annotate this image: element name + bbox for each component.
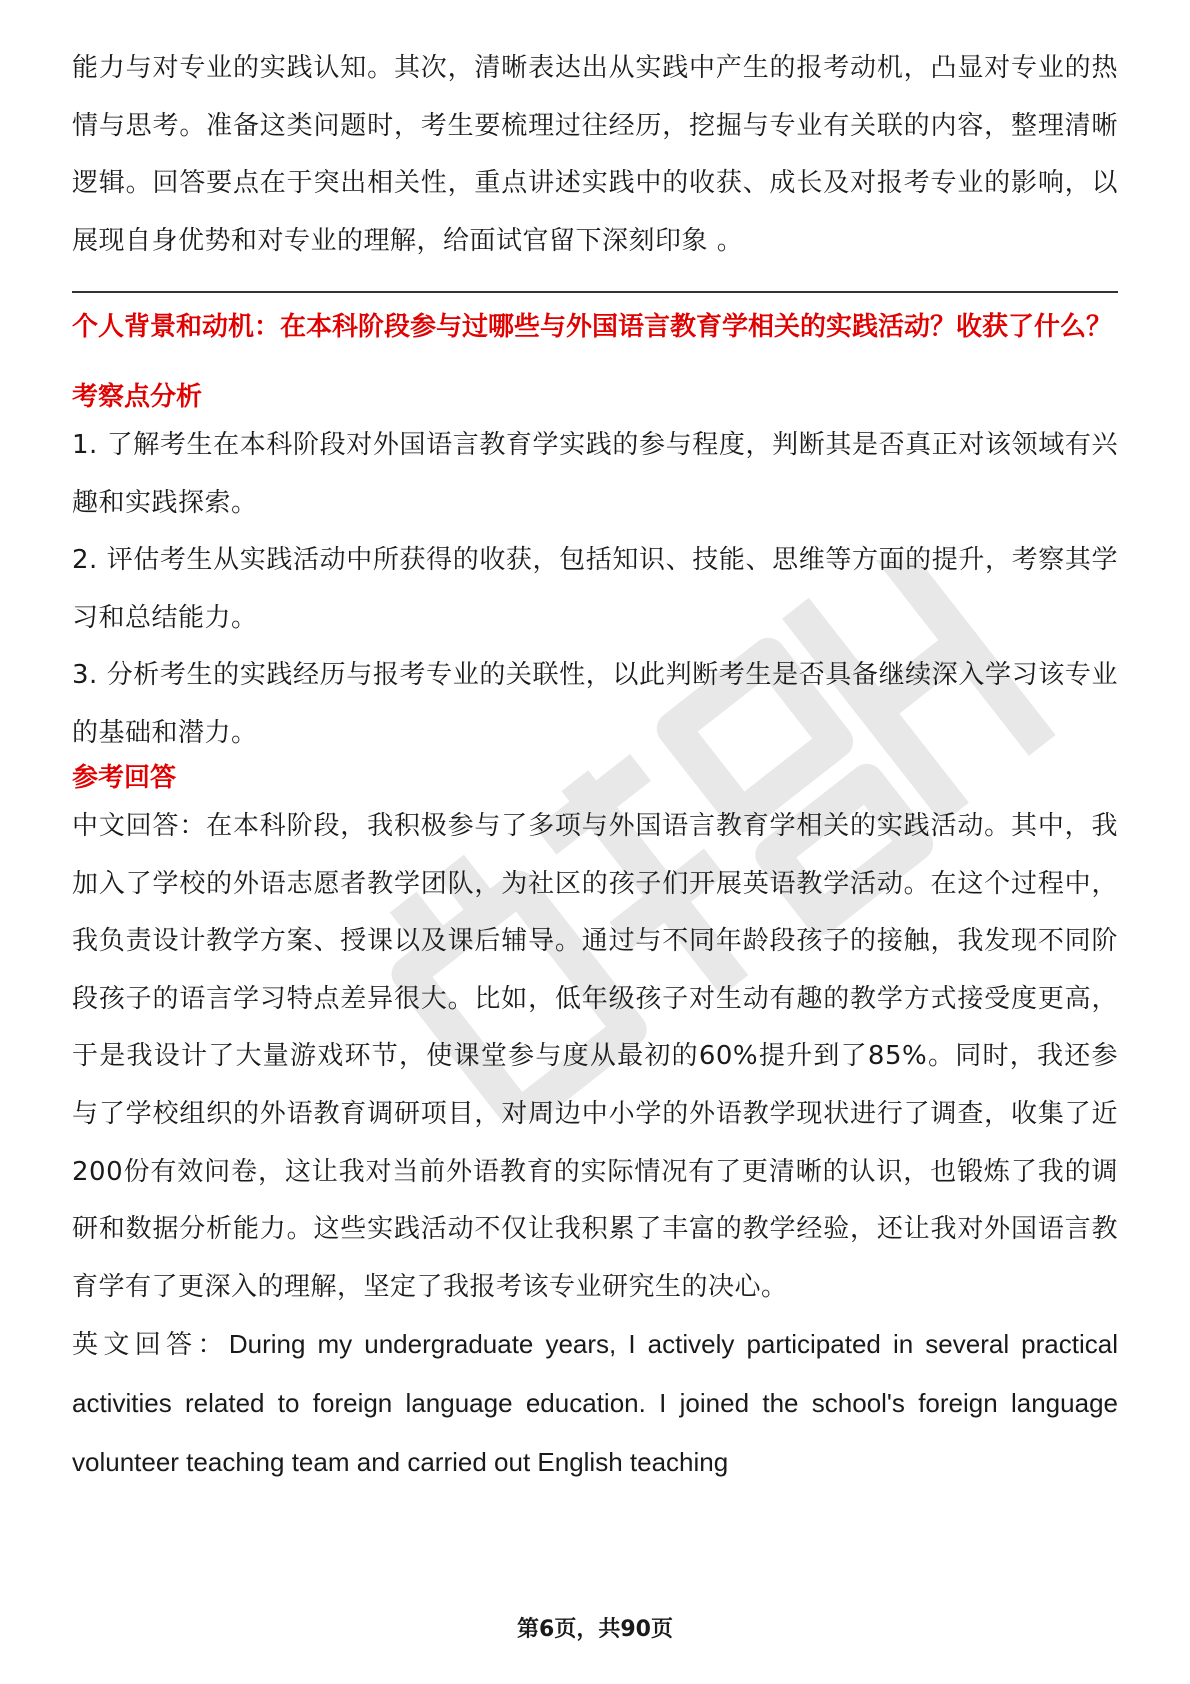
analysis-item: 1. 了解考生在本科阶段对外国语言教育学实践的参与程度，判断其是否真正对该领域有兴趣和实践探索。 bbox=[72, 430, 1118, 518]
analysis-item: 2. 评估考生从实践活动中所获得的收获，包括知识、技能、思维等方面的提升，考察其学习和总结能力。 bbox=[72, 545, 1118, 633]
page-footer: 第6页，共90页 bbox=[517, 1617, 673, 1642]
reference-answer bbox=[72, 798, 1118, 1492]
section-divider bbox=[72, 291, 1118, 293]
english-answer-paragraph bbox=[72, 1316, 1118, 1492]
reference-title: 参考回答 bbox=[72, 763, 177, 793]
intro-paragraph: 能力与对专业的实践认知。其次，清晰表达出从实践中产生的报考动机，凸显对专业的热情与思考。准备这类问题时，考生要梳理过往经历，挖掘与专业有关联的内容，整理清晰逻辑。回答要点在于突出相关性，重点讲述实践中的收获、成长及对报考专业的影响，以展现自身优势和对专业的理解，给面试官留下深刻印象 。 bbox=[72, 53, 1118, 256]
analysis-list bbox=[72, 417, 1118, 763]
english-answer-text: During my undergraduate years, I actively participated in several practical activities related to foreign language education. I joined the school's foreign language volunteer teaching team and carried out English teaching bbox=[72, 1329, 1118, 1477]
chinese-answer: 中文回答：在本科阶段，我积极参与了多项与外国语言教育学相关的实践活动。其中，我加入了学校的外语志愿者教学团队，为社区的孩子们开展英语教学活动。在这个过程中，我负责设计教学方案、授课以及课后辅导。通过与不同年龄段孩子的接触，我发现不同阶段孩子的语言学习特点差异很大。比如，低年级孩子对生动有趣的教学方式接受度更高，于是我设计了大量游戏环节，使课堂参与度从最初的60%提升到了85%。同时，我还参与了学校组织的外语教育调研项目，对周边中小学的外语教学现状进行了调查，收集了近200份有效问卷，这让我对当前外语教育的实际情况有了更清晰的认识，也锻炼了我的调研和数据分析能力。这些实践活动不仅让我积累了丰富的教学经验，还让我对外国语言教育学有了更深入的理解，坚定了我报考该专业研究生的决心。 bbox=[72, 811, 1118, 1302]
intro-block bbox=[72, 40, 1118, 270]
analysis-item: 3. 分析考生的实践经历与报考专业的关联性，以此判断考生是否具备继续深入学习该专业的基础和潜力。 bbox=[72, 660, 1118, 748]
analysis-title: 考察点分析 bbox=[72, 382, 203, 412]
english-answer-label: 英文回答： bbox=[72, 1330, 229, 1361]
question-heading: 个人背景和动机：在本科阶段参与过哪些与外国语言教育学相关的实践活动？收获了什么？ bbox=[72, 312, 1113, 342]
